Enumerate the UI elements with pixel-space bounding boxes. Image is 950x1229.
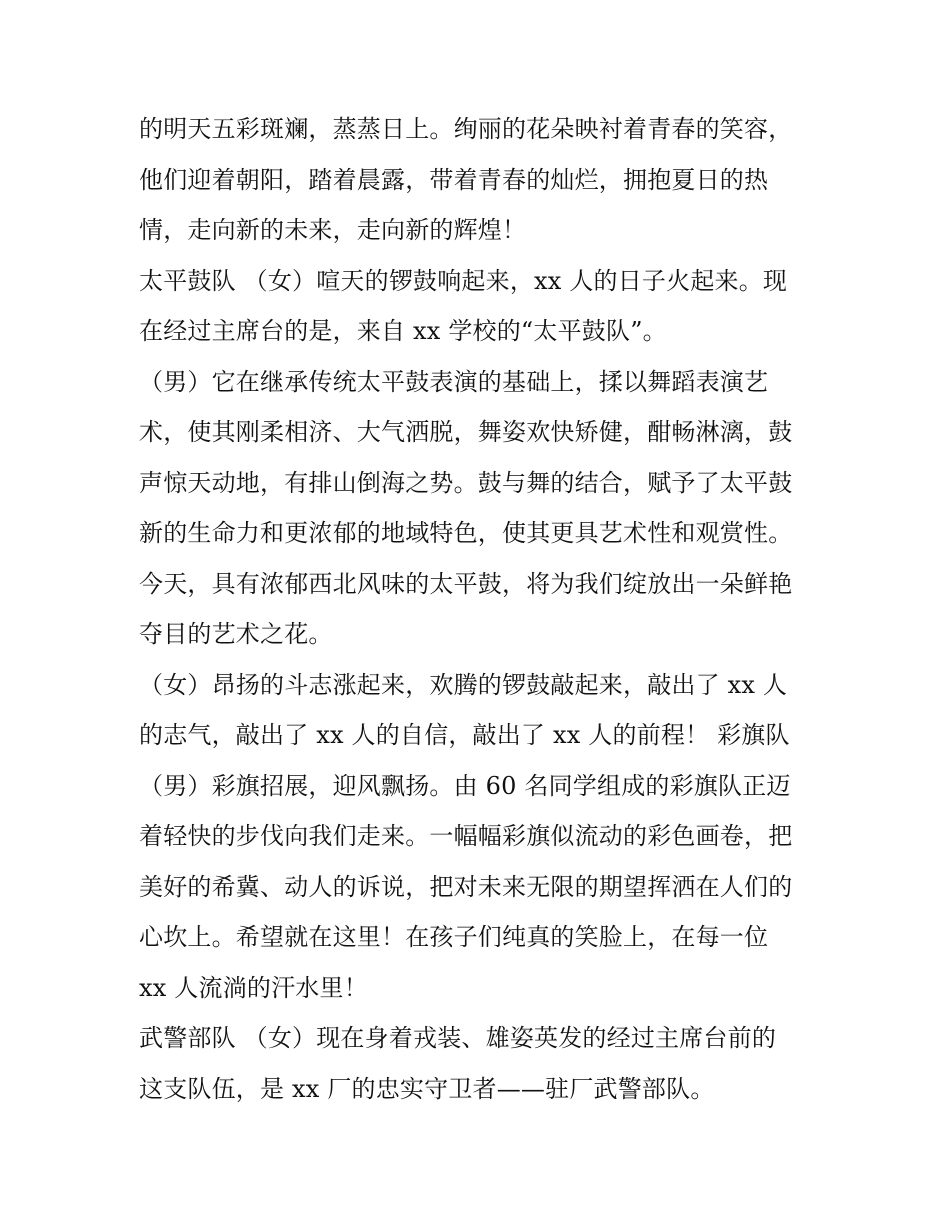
text-line-13: 的志气，敲出了 xx 人的自信，敲出了 xx 人的前程！ 彩旗队 bbox=[139, 721, 790, 749]
document-body bbox=[139, 104, 829, 1114]
text-line-6: （男）它在继承传统太平鼓表演的基础上，揉以舞蹈表演艺 bbox=[139, 367, 769, 396]
text-line-19: 武警部队 （女）现在身着戎装、雄姿英发的经过主席台前的 bbox=[139, 1024, 777, 1052]
text-line-7: 术，使其刚柔相济、大气洒脱，舞姿欢快矫健，酣畅淋漓，鼓 bbox=[139, 418, 793, 446]
text-line-15: 着轻快的步伐向我们走来。一幅幅彩旗似流动的彩色画卷，把 bbox=[139, 822, 793, 850]
text-line-10: 今天，具有浓郁西北风味的太平鼓，将为我们绽放出一朵鲜艳 bbox=[139, 569, 793, 598]
text-line-11: 夺目的艺术之花。 bbox=[139, 620, 333, 648]
text-line-9: 新的生命力和更浓郁的地域特色，使其更具艺术性和观赏性。 bbox=[139, 519, 793, 547]
text-line-17: 心坎上。希望就在这里！在孩子们纯真的笑脸上，在每一位 bbox=[139, 923, 769, 951]
text-line-8: 声惊天动地，有排山倒海之势。鼓与舞的结合，赋予了太平鼓 bbox=[139, 468, 793, 497]
text-line-20: 这支队伍，是 xx 厂的忠实守卫者——驻厂武警部队。 bbox=[139, 1074, 715, 1103]
text-line-3: 情，走向新的未来，走向新的辉煌！ bbox=[139, 216, 527, 244]
text-line-4: 太平鼓队 （女）喧天的锣鼓响起来，xx 人的日子火起来。现 bbox=[139, 266, 788, 295]
text-line-2: 他们迎着朝阳，踏着晨露，带着青春的灿烂，拥抱夏日的热 bbox=[139, 165, 769, 194]
text-line-16: 美好的希冀、动人的诉说，把对未来无限的期望挥洒在人们的 bbox=[139, 872, 793, 901]
text-line-1: 的明天五彩斑斓，蒸蒸日上。绚丽的花朵映衬着青春的笑容， bbox=[139, 115, 793, 143]
text-line-18: xx 人流淌的汗水里！ bbox=[139, 973, 368, 1002]
text-line-5: 在经过主席台的是，来自 xx 学校的“太平鼓队”。 bbox=[139, 317, 667, 345]
text-line-14: （男）彩旗招展，迎风飘扬。由 60 名同学组成的彩旗队正迈 bbox=[139, 771, 791, 800]
text-line-12: （女）昂扬的斗志涨起来，欢腾的锣鼓敲起来，敲出了 xx 人 bbox=[139, 670, 788, 699]
